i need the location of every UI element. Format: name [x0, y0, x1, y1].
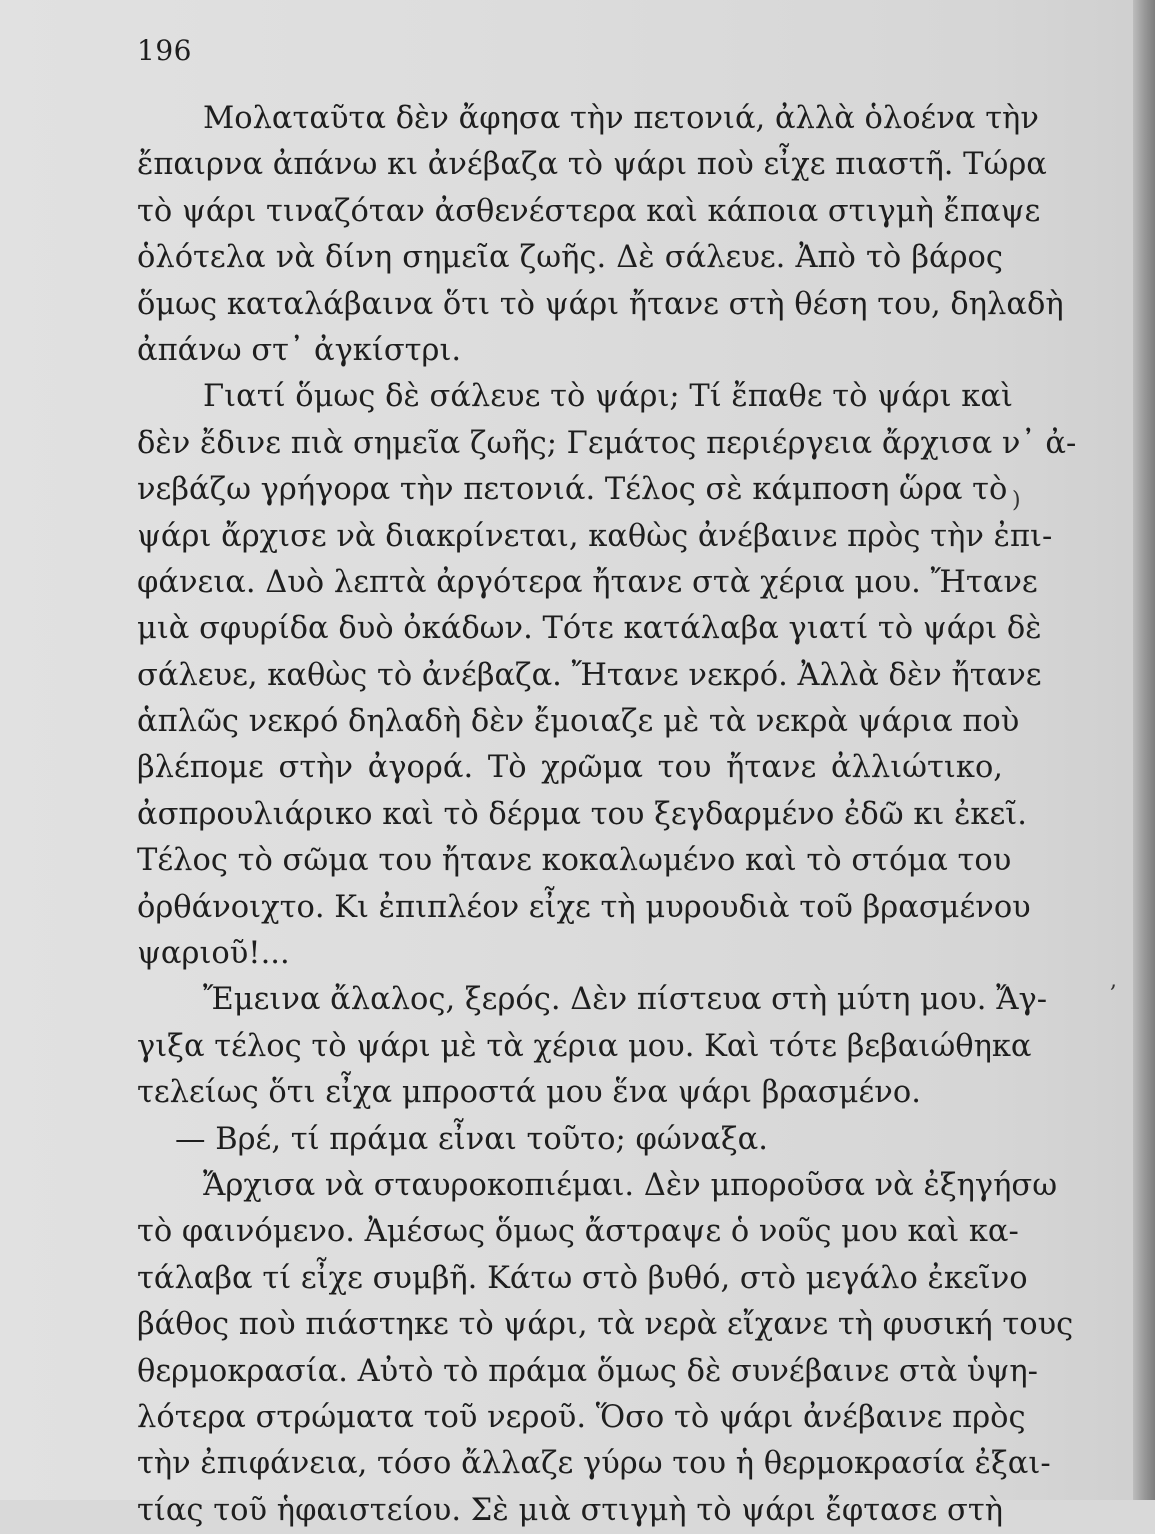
text-line: ἀπάνω στ᾽ ἀγκίστρι. — [137, 332, 462, 368]
text-line: Τέλος τὸ σῶμα του ἤτανε κοκαλωμένο καὶ τὸ στόμα του — [137, 843, 1012, 879]
text-line: τάλαβα τί εἶχε συμβῆ. Κάτω στὸ βυθό, στὸ μεγάλο ἐκεῖνο — [137, 1260, 1028, 1296]
paragraph — [137, 374, 1077, 977]
paragraph — [137, 96, 1064, 374]
text-line: σάλευε, καθὼς τὸ ἀνέβαζα. Ἤτανε νεκρό. Ἀλλὰ δὲν ἤτανε — [137, 657, 1042, 693]
text-line: τὴν ἐπιφάνεια, τόσο ἄλλαζε γύρω του ἡ θερμοκρασία ἐξαι- — [137, 1446, 1051, 1482]
paragraph — [137, 1163, 1074, 1534]
text-line: ἔπαιρνα ἀπάνω κι ἀνέβαζα τὸ ψάρι ποὺ εἶχε πιαστῆ. Τώρα — [137, 147, 1047, 183]
text-line: τίας τοῦ ἡφαιστείου. Σὲ μιὰ στιγμὴ τὸ ψάρι ἔφτασε στὴ — [137, 1492, 1003, 1528]
text-line: ὀρθάνοιχτο. Κι ἐπιπλέον εἶχε τὴ μυρουδιὰ τοῦ βρασμένου — [137, 889, 1031, 925]
text-line: θερμοκρασία. Αὐτὸ τὸ πράμα ὅμως δὲ συνέβαινε στὰ ὑψη- — [137, 1353, 1038, 1389]
text-line: μιὰ σφυρίδα δυὸ ὀκάδων. Τότε κατάλαβα γιατί τὸ ψάρι δὲ — [137, 611, 1042, 647]
text-line: βάθος ποὺ πιάστηκε τὸ ψάρι, τὰ νερὰ εἴχανε τὴ φυσική τους — [137, 1307, 1074, 1343]
text-line: δὲν ἔδινε πιὰ σημεῖα ζωῆς; Γεμάτος περιέργεια ἄρχισα ν᾽ ἀ- — [137, 425, 1077, 461]
paragraph — [137, 1117, 1003, 1163]
page-number: 196 — [137, 34, 192, 67]
margin-mark: , — [1110, 968, 1117, 993]
body-text — [137, 96, 1077, 1534]
text-line: — Βρέ, τί πράμα εἶναι τοῦτο; φώναξα. — [175, 1121, 768, 1157]
text-line: ὁλότελα νὰ δίνη σημεῖα ζωῆς. Δὲ σάλευε. Ἀπὸ τὸ βάρος — [137, 240, 1003, 276]
text-line: ψάρι ἄρχισε νὰ διακρίνεται, καθὼς ἀνέβαινε πρὸς τὴν ἐπι- — [137, 518, 1053, 554]
text-line: νεβάζω γρήγορα τὴν πετονιά. Τέλος σὲ κάμποση ὥρα τὸ — [137, 472, 1008, 508]
text-line: λότερα στρώματα τοῦ νεροῦ. Ὅσο τὸ ψάρι ἀνέβαινε πρὸς — [137, 1399, 1026, 1435]
paragraph — [137, 977, 1048, 1116]
text-line: Μολαταῦτα δὲν ἄφησα τὴν πετονιά, ἀλλὰ ὁλοένα τὴν — [203, 101, 1039, 136]
text-line: ἁπλῶς νεκρό δηλαδὴ δὲν ἔμοιαζε μὲ τὰ νεκρὰ ψάρια ποὺ — [137, 704, 1020, 740]
text-line: ἀσπρουλιάρικο καὶ τὸ δέρμα του ξεγδαρμένο ἐδῶ κι ἐκεῖ. — [137, 796, 1027, 832]
text-line: φάνεια. Δυὸ λεπτὰ ἀργότερα ἤτανε στὰ χέρια μου. Ἤτανε — [137, 564, 1038, 600]
text-line: ὅμως καταλάβαινα ὅτι τὸ ψάρι ἤτανε στὴ θέση του, δηλαδὴ — [137, 286, 1064, 322]
text-line: ψαριοῦ!... — [137, 936, 290, 972]
text-line: Ἄρχισα νὰ σταυροκοπιέμαι. Δὲν μποροῦσα νὰ ἐξηγήσω — [203, 1167, 1058, 1203]
text-line: τελείως ὅτι εἶχα μπροστά μου ἕνα ψάρι βρασμένο. — [137, 1075, 921, 1111]
text-line: Ἔμεινα ἄλαλος, ξερός. Δὲν πίστευα στὴ μύτη μου. Ἄγ- — [203, 982, 1048, 1018]
text-line: τὸ ψάρι τιναζόταν ἀσθενέστερα καὶ κάποια στιγμὴ ἔπαψε — [137, 193, 1041, 229]
text-line: βλέπομε στὴν ἀγορά. Τὸ χρῶμα του ἤτανε ἀλλιώτικο, — [137, 750, 1003, 786]
page-edge-shadow — [1133, 0, 1155, 1500]
margin-mark: ) — [1012, 488, 1021, 513]
text-line: γιξα τέλος τὸ ψάρι μὲ τὰ χέρια μου. Καὶ τότε βεβαιώθηκα — [137, 1028, 1032, 1064]
text-line: τὸ φαινόμενο. Ἀμέσως ὅμως ἄστραψε ὁ νοῦς μου καὶ κα- — [137, 1214, 1019, 1250]
text-line: Γιατί ὅμως δὲ σάλευε τὸ ψάρι; Τί ἔπαθε τὸ ψάρι καὶ — [203, 379, 1013, 415]
